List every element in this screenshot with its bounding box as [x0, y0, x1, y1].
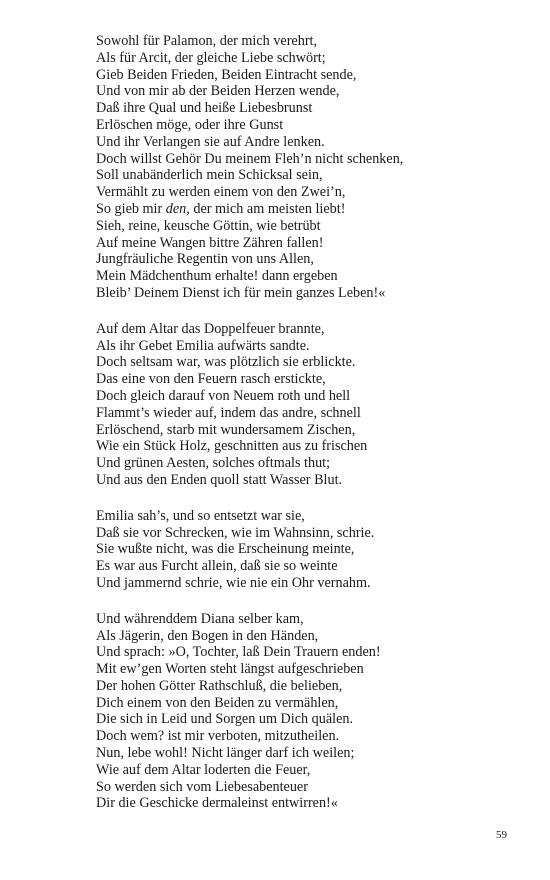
- stanza: [96, 611, 516, 813]
- verse-line: Emilia sah’s, und so entsetzt war sie,: [96, 507, 305, 524]
- verse-line: [96, 201, 516, 218]
- verse-line: Es war aus Furcht allein, daß sie so weinte: [96, 558, 338, 575]
- verse-line-segment: der mich am meisten liebt!: [189, 200, 346, 217]
- verse-line: Auf dem Altar das Doppelfeuer brannte,: [96, 320, 325, 337]
- verse-line: Soll unabänderlich mein Schicksal sein,: [96, 167, 323, 184]
- verse-line: Mit ew’gen Worten steht längst aufgeschrieben: [96, 661, 364, 678]
- verse-line: Sowohl für Palamon, der mich verehrt,: [96, 33, 318, 49]
- verse-line: Daß sie vor Schrecken, wie im Wahnsinn, schrie.: [96, 524, 375, 541]
- verse-line: Wie auf dem Altar loderten die Feuer,: [96, 761, 311, 778]
- verse-line: Der hohen Götter Rathschluß, die belieben,: [96, 677, 343, 694]
- verse-line: Sie wußte nicht, was die Erscheinung meinte,: [96, 541, 355, 558]
- verse-line: Flammt’s wieder auf, indem das andre, schnell: [96, 404, 361, 421]
- page-number: 59: [496, 829, 507, 841]
- verse-line: Auf meine Wangen bittre Zähren fallen!: [96, 234, 324, 251]
- verse-line: Und ihr Verlangen sie auf Andre lenken.: [96, 133, 325, 150]
- verse-line: Nun, lebe wohl! Nicht länger darf ich weilen;: [96, 745, 355, 762]
- verse-line: Und aus den Enden quoll statt Wasser Blut.: [96, 471, 343, 488]
- verse-line: Vermählt zu werden einem von den Zwei’n,: [96, 184, 346, 201]
- verse-line: Als für Arcit, der gleiche Liebe schwört;: [96, 49, 326, 66]
- verse-line: Erlöschen möge, oder ihre Gunst: [96, 116, 284, 133]
- verse-line: Doch seltsam war, was plötzlich sie erblickte.: [96, 354, 356, 371]
- verse-line: Mein Mädchenthum erhalte! dann ergeben: [96, 268, 338, 285]
- verse-line: Dich einem von den Beiden zu vermählen,: [96, 694, 339, 711]
- verse-line: Doch gleich darauf von Neuem roth und hell: [96, 387, 351, 404]
- stanza: [96, 321, 516, 489]
- verse-line: Und von mir ab der Beiden Herzen wende,: [96, 83, 340, 100]
- verse-line: So werden sich vom Liebesabenteuer: [96, 778, 308, 795]
- verse-line: Daß ihre Qual und heiße Liebesbrunst: [96, 100, 313, 117]
- verse-line: Als ihr Gebet Emilia aufwärts sandte.: [96, 337, 310, 354]
- verse-line-segment: So gieb mir: [96, 200, 166, 217]
- verse-line: Sieh, reine, keusche Göttin, wie betrübt: [96, 217, 321, 234]
- verse-line: Gieb Beiden Frieden, Beiden Eintracht sende,: [96, 66, 357, 83]
- verse-line: Dir die Geschicke dermaleinst entwirren!«: [96, 795, 338, 812]
- stanza: [96, 508, 516, 592]
- poem-text: [96, 33, 516, 831]
- verse-line: Und sprach: »O, Tochter, laß Dein Trauern enden!: [96, 644, 381, 661]
- verse-line: Doch wem? ist mir verboten, mitzutheilen.: [96, 728, 340, 745]
- verse-line: Erlöschend, starb mit wundersamem Zischen,: [96, 421, 356, 438]
- verse-line: Das eine von den Feuern rasch erstickte,: [96, 371, 326, 388]
- verse-line: Die sich in Leid und Sorgen um Dich quälen.: [96, 711, 354, 728]
- verse-line: Jungfräuliche Regentin von uns Allen,: [96, 251, 314, 268]
- emphasized-word: den,: [165, 200, 190, 217]
- verse-line: Und währenddem Diana selber kam,: [96, 610, 304, 627]
- verse-line: Wie ein Stück Holz, geschnitten aus zu frischen: [96, 438, 368, 455]
- stanza: [96, 33, 516, 302]
- verse-line: Als Jägerin, den Bogen in den Händen,: [96, 627, 319, 644]
- verse-line: Und jammernd schrie, wie nie ein Ohr vernahm.: [96, 574, 371, 591]
- verse-line: Und grünen Aesten, solches oftmals thut;: [96, 455, 331, 472]
- verse-line: Bleib’ Deinem Dienst ich für mein ganzes Leben!«: [96, 284, 386, 301]
- verse-line: Doch willst Gehör Du meinem Fleh’n nicht schenken,: [96, 150, 404, 167]
